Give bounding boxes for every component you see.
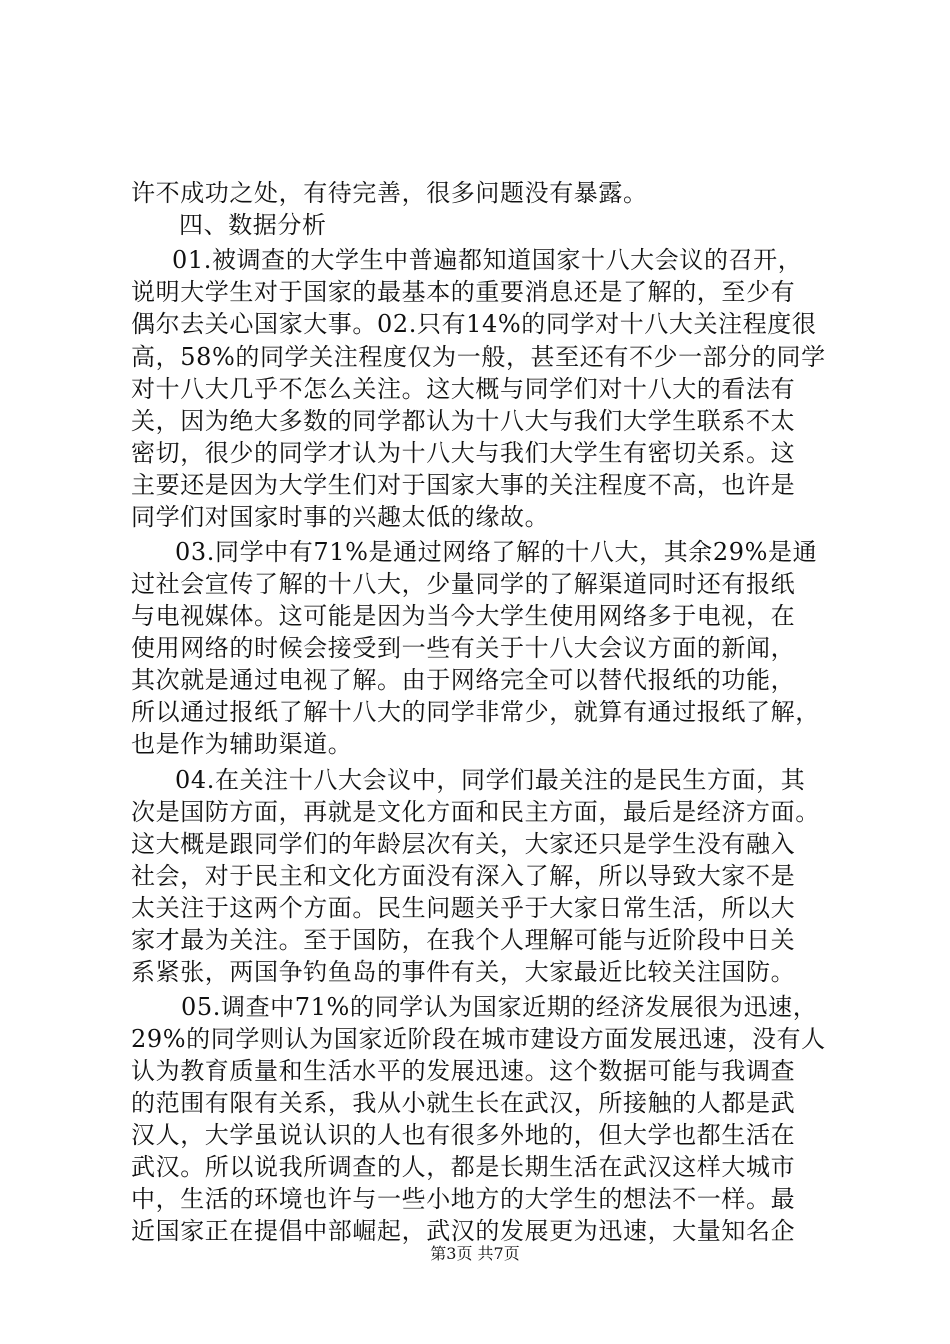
text-line: 03.同学中有71%是通过网络了解的十八大，其余29%是通 xyxy=(175,538,818,566)
text-line: 关，因为绝大多数的同学都认为十八大与我们大学生联系不太 xyxy=(131,407,796,435)
text-line: 系紧张，两国争钓鱼岛的事件有关，大家最近比较关注国防。 xyxy=(131,958,796,986)
section-heading: 四、数据分析 xyxy=(179,211,327,239)
text-line: 其次就是通过电视了解。由于网络完全可以替代报纸的功能， xyxy=(131,666,796,694)
text-line: 05.调查中71%的同学认为国家近期的经济发展很为迅速， xyxy=(181,993,818,1021)
text-line: 汉人，大学虽说认识的人也有很多外地的，但大学也都生活在 xyxy=(131,1121,796,1149)
text-line: 次是国防方面，再就是文化方面和民主方面，最后是经济方面。 xyxy=(131,798,820,826)
text-line: 使用网络的时候会接受到一些有关于十八大会议方面的新闻， xyxy=(131,634,796,662)
text-line: 也是作为辅助渠道。 xyxy=(131,730,353,758)
text-line: 许不成功之处，有待完善，很多问题没有暴露。 xyxy=(131,179,648,207)
text-line: 过社会宣传了解的十八大，少量同学的了解渠道同时还有报纸 xyxy=(131,570,796,598)
text-line: 高，58%的同学关注程度仅为一般，甚至还有不少一部分的同学 xyxy=(131,343,826,371)
text-line: 武汉。所以说我所调查的人，都是长期生活在武汉这样大城市 xyxy=(131,1153,796,1181)
text-line: 主要还是因为大学生们对于国家大事的关注程度不高，也许是 xyxy=(131,471,796,499)
text-line: 的范围有限有关系，我从小就生长在武汉，所接触的人都是武 xyxy=(131,1089,796,1117)
text-line: 偶尔去关心国家大事。02.只有14%的同学对十八大关注程度很 xyxy=(131,310,817,338)
text-line: 家才最为关注。至于国防，在我个人理解可能与近阶段中日关 xyxy=(131,926,796,954)
text-line: 与电视媒体。这可能是因为当今大学生使用网络多于电视，在 xyxy=(131,602,796,630)
text-line: 密切，很少的同学才认为十八大与我们大学生有密切关系。这 xyxy=(131,439,796,467)
text-line: 所以通过报纸了解十八大的同学非常少，就算有通过报纸了解， xyxy=(131,698,820,726)
text-line: 同学们对国家时事的兴趣太低的缘故。 xyxy=(131,503,550,531)
text-line: 社会，对于民主和文化方面没有深入了解，所以导致大家不是 xyxy=(131,862,796,890)
text-line: 中，生活的环境也许与一些小地方的大学生的想法不一样。最 xyxy=(131,1185,796,1213)
text-line: 太关注于这两个方面。民生问题关乎于大家日常生活，所以大 xyxy=(131,894,796,922)
text-line: 认为教育质量和生活水平的发展迅速。这个数据可能与我调查 xyxy=(131,1057,796,1085)
text-line: 04.在关注十八大会议中，同学们最关注的是民生方面，其 xyxy=(175,766,806,794)
text-line: 近国家正在提倡中部崛起，武汉的发展更为迅速，大量知名企 xyxy=(131,1217,796,1245)
text-line: 01.被调查的大学生中普遍都知道国家十八大会议的召开， xyxy=(172,246,803,274)
text-line: 29%的同学则认为国家近阶段在城市建设方面发展迅速，没有人 xyxy=(131,1025,826,1053)
text-line: 说明大学生对于国家的最基本的重要消息还是了解的，至少有 xyxy=(131,278,796,306)
page-number-footer: 第3页 共7页 xyxy=(430,1244,520,1263)
text-line: 对十八大几乎不怎么关注。这大概与同学们对十八大的看法有 xyxy=(131,375,796,403)
text-line: 这大概是跟同学们的年龄层次有关，大家还只是学生没有融入 xyxy=(131,830,796,858)
